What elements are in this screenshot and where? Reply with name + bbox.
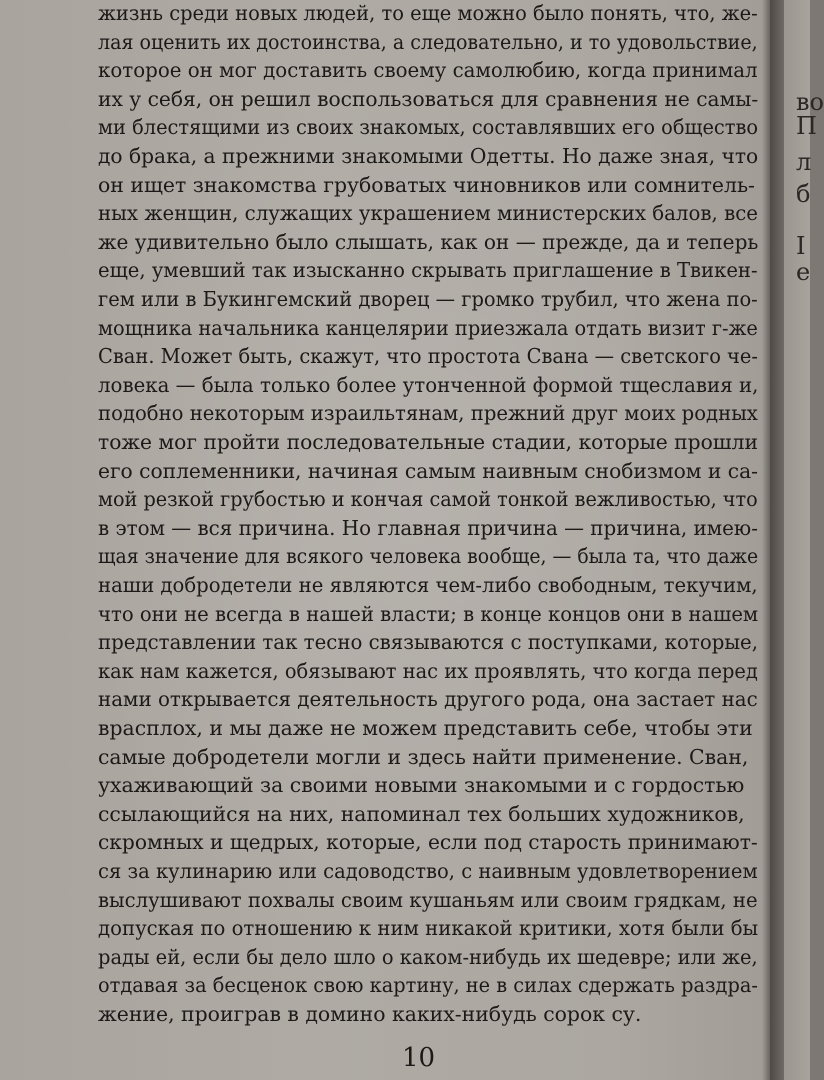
text-line: отдавая за бесценок свою картину, не в силах сдержать раздра-: [98, 973, 758, 998]
adjacent-page-fragment: б: [796, 180, 811, 208]
text-line: в этом — вся причина. Но главная причина — причина, имею-: [98, 515, 758, 540]
text-line: щая значение для всякого человека вообще, — была та, что даже: [98, 544, 759, 569]
text-line: что они не всегда в нашей власти; в конце концов они в нашем: [98, 601, 759, 626]
text-line: ухаживающий за своими новыми знакомыми и с гордостью: [98, 773, 745, 798]
text-line: мощника начальника канцелярии приезжала отдать визит г-же: [98, 315, 758, 340]
text-line: жение, проиграв в домино каких-нибудь сорок су.: [98, 1002, 642, 1026]
text-line: самые добродетели могли и здесь найти применение. Сван,: [98, 744, 749, 769]
page-text: [98, 0, 763, 1040]
adjacent-page-fragment: е: [796, 258, 811, 286]
text-line: мой резкой грубостью и кончая самой тонкой вежливостью, что: [98, 487, 758, 512]
text-line: как нам кажется, обязывают нас их проявлять, что когда перед: [98, 658, 758, 683]
text-line: допуская по отношению к ним никакой критики, хотя были бы: [98, 916, 759, 941]
adjacent-page-fragment: I: [796, 232, 806, 260]
adjacent-page: [784, 0, 824, 1080]
text-line: его соплеменники, начиная самым наивным снобизмом и са-: [98, 458, 759, 483]
text-line: он ищет знакомства грубоватых чиновников или сомнитель-: [98, 172, 755, 197]
text-line: Сван. Может быть, скажут, что простота Свана — светского че-: [98, 344, 758, 369]
text-line: ловека — была только более утонченной формой тщеславия и,: [98, 372, 759, 397]
text-line: ссылающийся на них, напоминал тех больших художников,: [98, 801, 745, 826]
text-line: скромных и щедрых, которые, если под старость принимают-: [98, 830, 758, 855]
text-line: врасплох, и мы даже не можем представить себе, чтобы эти: [98, 716, 753, 740]
text-line: нами открывается деятельность другого рода, она застает нас: [98, 687, 758, 712]
text-line: их у себя, он решил воспользоваться для сравнения не самы-: [98, 86, 759, 111]
page-number: 10: [402, 1043, 436, 1073]
text-line: жизнь среди новых людей, то еще можно было понять, что, же-: [98, 1, 758, 25]
adjacent-page-fragment: П: [796, 112, 817, 140]
text-line: наши добродетели не являются чем-либо свободным, текучим,: [98, 573, 758, 597]
text-line: лая оценить их достоинства, а следовательно, и то удовольствие,: [98, 29, 758, 54]
text-line: до брака, а прежними знакомыми Одетты. Но даже зная, что: [98, 144, 759, 168]
text-line: гем или в Букингемский дворец — громко трубил, что жена по-: [98, 287, 758, 311]
adjacent-page-fragment: л: [796, 148, 812, 176]
text-line: ся за кулинарию или садоводство, с наивным удовлетворением: [98, 859, 758, 883]
text-line: рады ей, если бы дело шло о каком-нибудь их шедевре; или же,: [98, 944, 758, 969]
text-line: выслушивают похвалы своим кушаньям или своим грядкам, не: [98, 887, 758, 912]
text-line: ми блестящими из своих знакомых, составлявших его общество: [98, 115, 759, 140]
adjacent-page-fragment: во: [796, 88, 824, 116]
text-line: еще, умевший так изысканно скрывать приглашение в Твикен-: [98, 258, 758, 283]
text-line: которое он мог доставить своему самолюбию, когда принимал: [98, 58, 758, 83]
text-line: представлении так тесно связываются с поступками, которые,: [98, 630, 758, 655]
text-line: подобно некоторым израильтянам, прежний друг моих родных: [98, 401, 758, 426]
text-line: тоже мог пройти последовательные стадии, которые прошли: [98, 430, 758, 454]
text-line: ных женщин, служащих украшением министерских балов, все: [98, 201, 758, 226]
book-gutter: [770, 0, 784, 1080]
page-edge-shadow: [762, 0, 770, 1080]
text-line: же удивительно было слышать, как он — прежде, да и теперь: [98, 229, 759, 254]
